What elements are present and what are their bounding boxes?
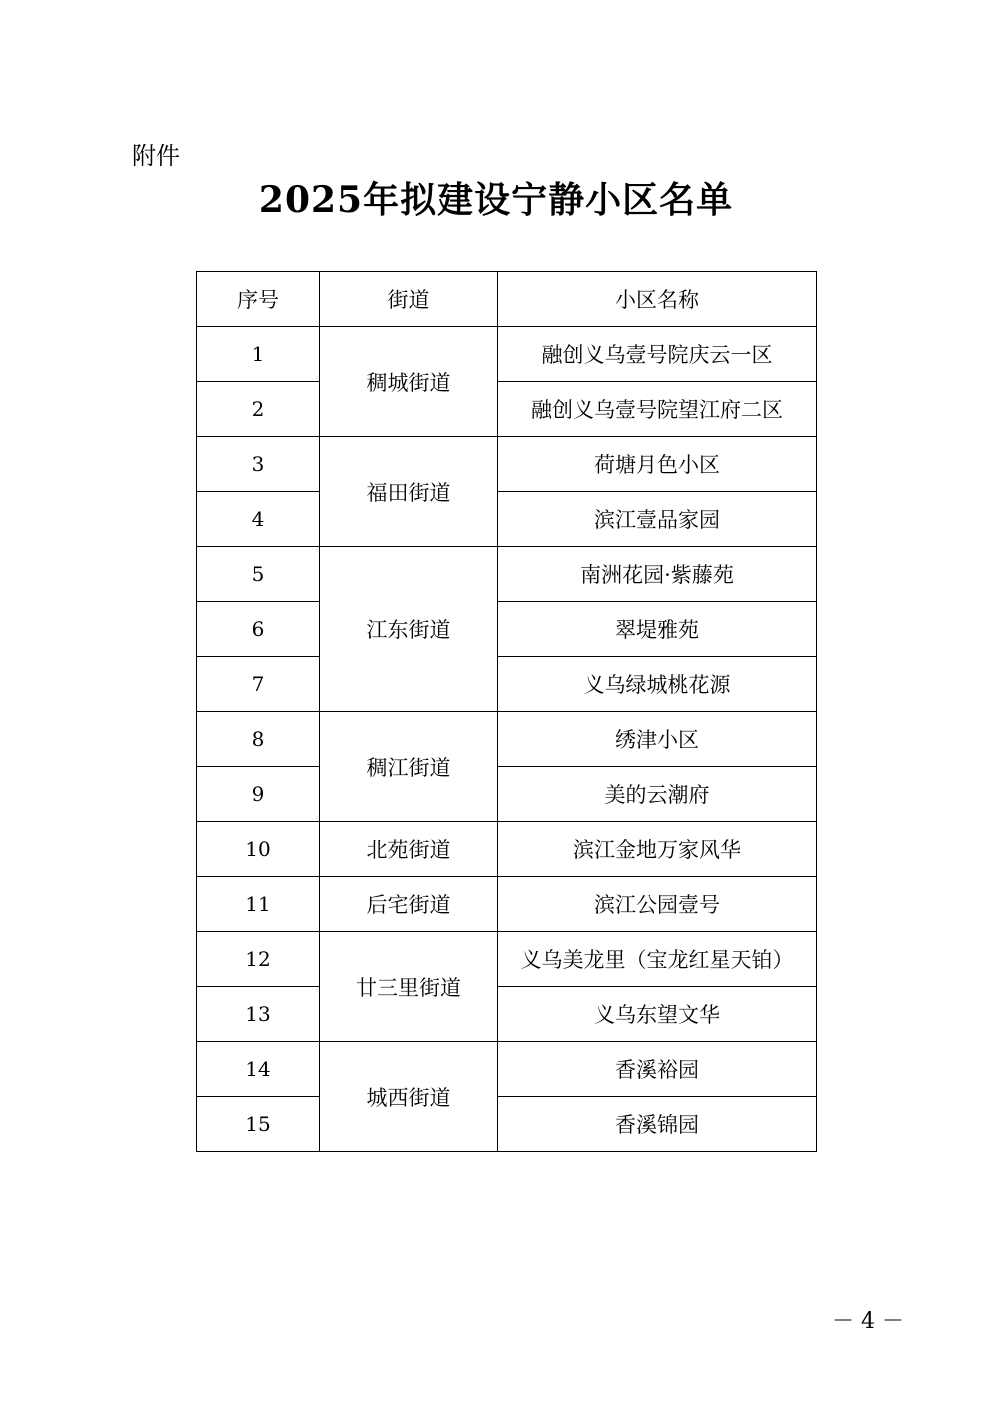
table-body	[197, 327, 817, 1152]
community-name-cell: 融创义乌壹号院望江府二区	[498, 382, 817, 437]
seq-cell: 5	[197, 547, 320, 602]
table-row	[197, 492, 817, 547]
header-street: 街道	[320, 272, 498, 327]
seq-cell: 1	[197, 327, 320, 382]
table-row	[197, 437, 817, 492]
street-cell: 后宅街道	[320, 877, 498, 932]
community-name-cell: 义乌东望文华	[498, 987, 817, 1042]
seq-cell: 13	[197, 987, 320, 1042]
community-name-cell: 义乌绿城桃花源	[498, 657, 817, 712]
table-row	[197, 657, 817, 712]
table-row	[197, 382, 817, 437]
seq-cell: 6	[197, 602, 320, 657]
seq-cell: 4	[197, 492, 320, 547]
community-name-cell: 滨江壹品家园	[498, 492, 817, 547]
seq-cell: 10	[197, 822, 320, 877]
table-row	[197, 547, 817, 602]
table-row	[197, 767, 817, 822]
community-name-cell: 绣津小区	[498, 712, 817, 767]
table-row	[197, 987, 817, 1042]
header-community-name: 小区名称	[498, 272, 817, 327]
seq-cell: 12	[197, 932, 320, 987]
community-name-cell: 翠堤雅苑	[498, 602, 817, 657]
community-name-cell: 义乌美龙里（宝龙红星天铂）	[498, 932, 817, 987]
community-name-cell: 南洲花园·紫藤苑	[498, 547, 817, 602]
table-row	[197, 327, 817, 382]
seq-cell: 8	[197, 712, 320, 767]
table-row	[197, 602, 817, 657]
document-title: 2025年拟建设宁静小区名单	[258, 179, 734, 221]
community-name-cell: 滨江公园壹号	[498, 877, 817, 932]
table-row	[197, 877, 817, 932]
table-row	[197, 712, 817, 767]
table-row	[197, 1042, 817, 1097]
page-number: － 4 －	[832, 1309, 904, 1334]
street-cell: 稠江街道	[320, 712, 498, 822]
street-cell: 稠城街道	[320, 327, 498, 437]
street-cell: 福田街道	[320, 437, 498, 547]
street-cell: 北苑街道	[320, 822, 498, 877]
seq-cell: 9	[197, 767, 320, 822]
street-cell: 江东街道	[320, 547, 498, 712]
community-name-cell: 美的云潮府	[498, 767, 817, 822]
community-name-cell: 荷塘月色小区	[498, 437, 817, 492]
seq-cell: 11	[197, 877, 320, 932]
table-row	[197, 932, 817, 987]
seq-cell: 7	[197, 657, 320, 712]
community-name-cell: 滨江金地万家风华	[498, 822, 817, 877]
seq-cell: 15	[197, 1097, 320, 1152]
table-row	[197, 1097, 817, 1152]
seq-cell: 2	[197, 382, 320, 437]
community-list-table	[196, 271, 817, 1152]
attachment-label: 附件	[132, 142, 180, 170]
street-cell: 廿三里街道	[320, 932, 498, 1042]
community-name-cell: 香溪锦园	[498, 1097, 817, 1152]
seq-cell: 3	[197, 437, 320, 492]
community-name-cell: 融创义乌壹号院庆云一区	[498, 327, 817, 382]
table-header-row	[197, 272, 817, 327]
header-seq: 序号	[197, 272, 320, 327]
seq-cell: 14	[197, 1042, 320, 1097]
community-name-cell: 香溪裕园	[498, 1042, 817, 1097]
street-cell: 城西街道	[320, 1042, 498, 1152]
table-row	[197, 822, 817, 877]
